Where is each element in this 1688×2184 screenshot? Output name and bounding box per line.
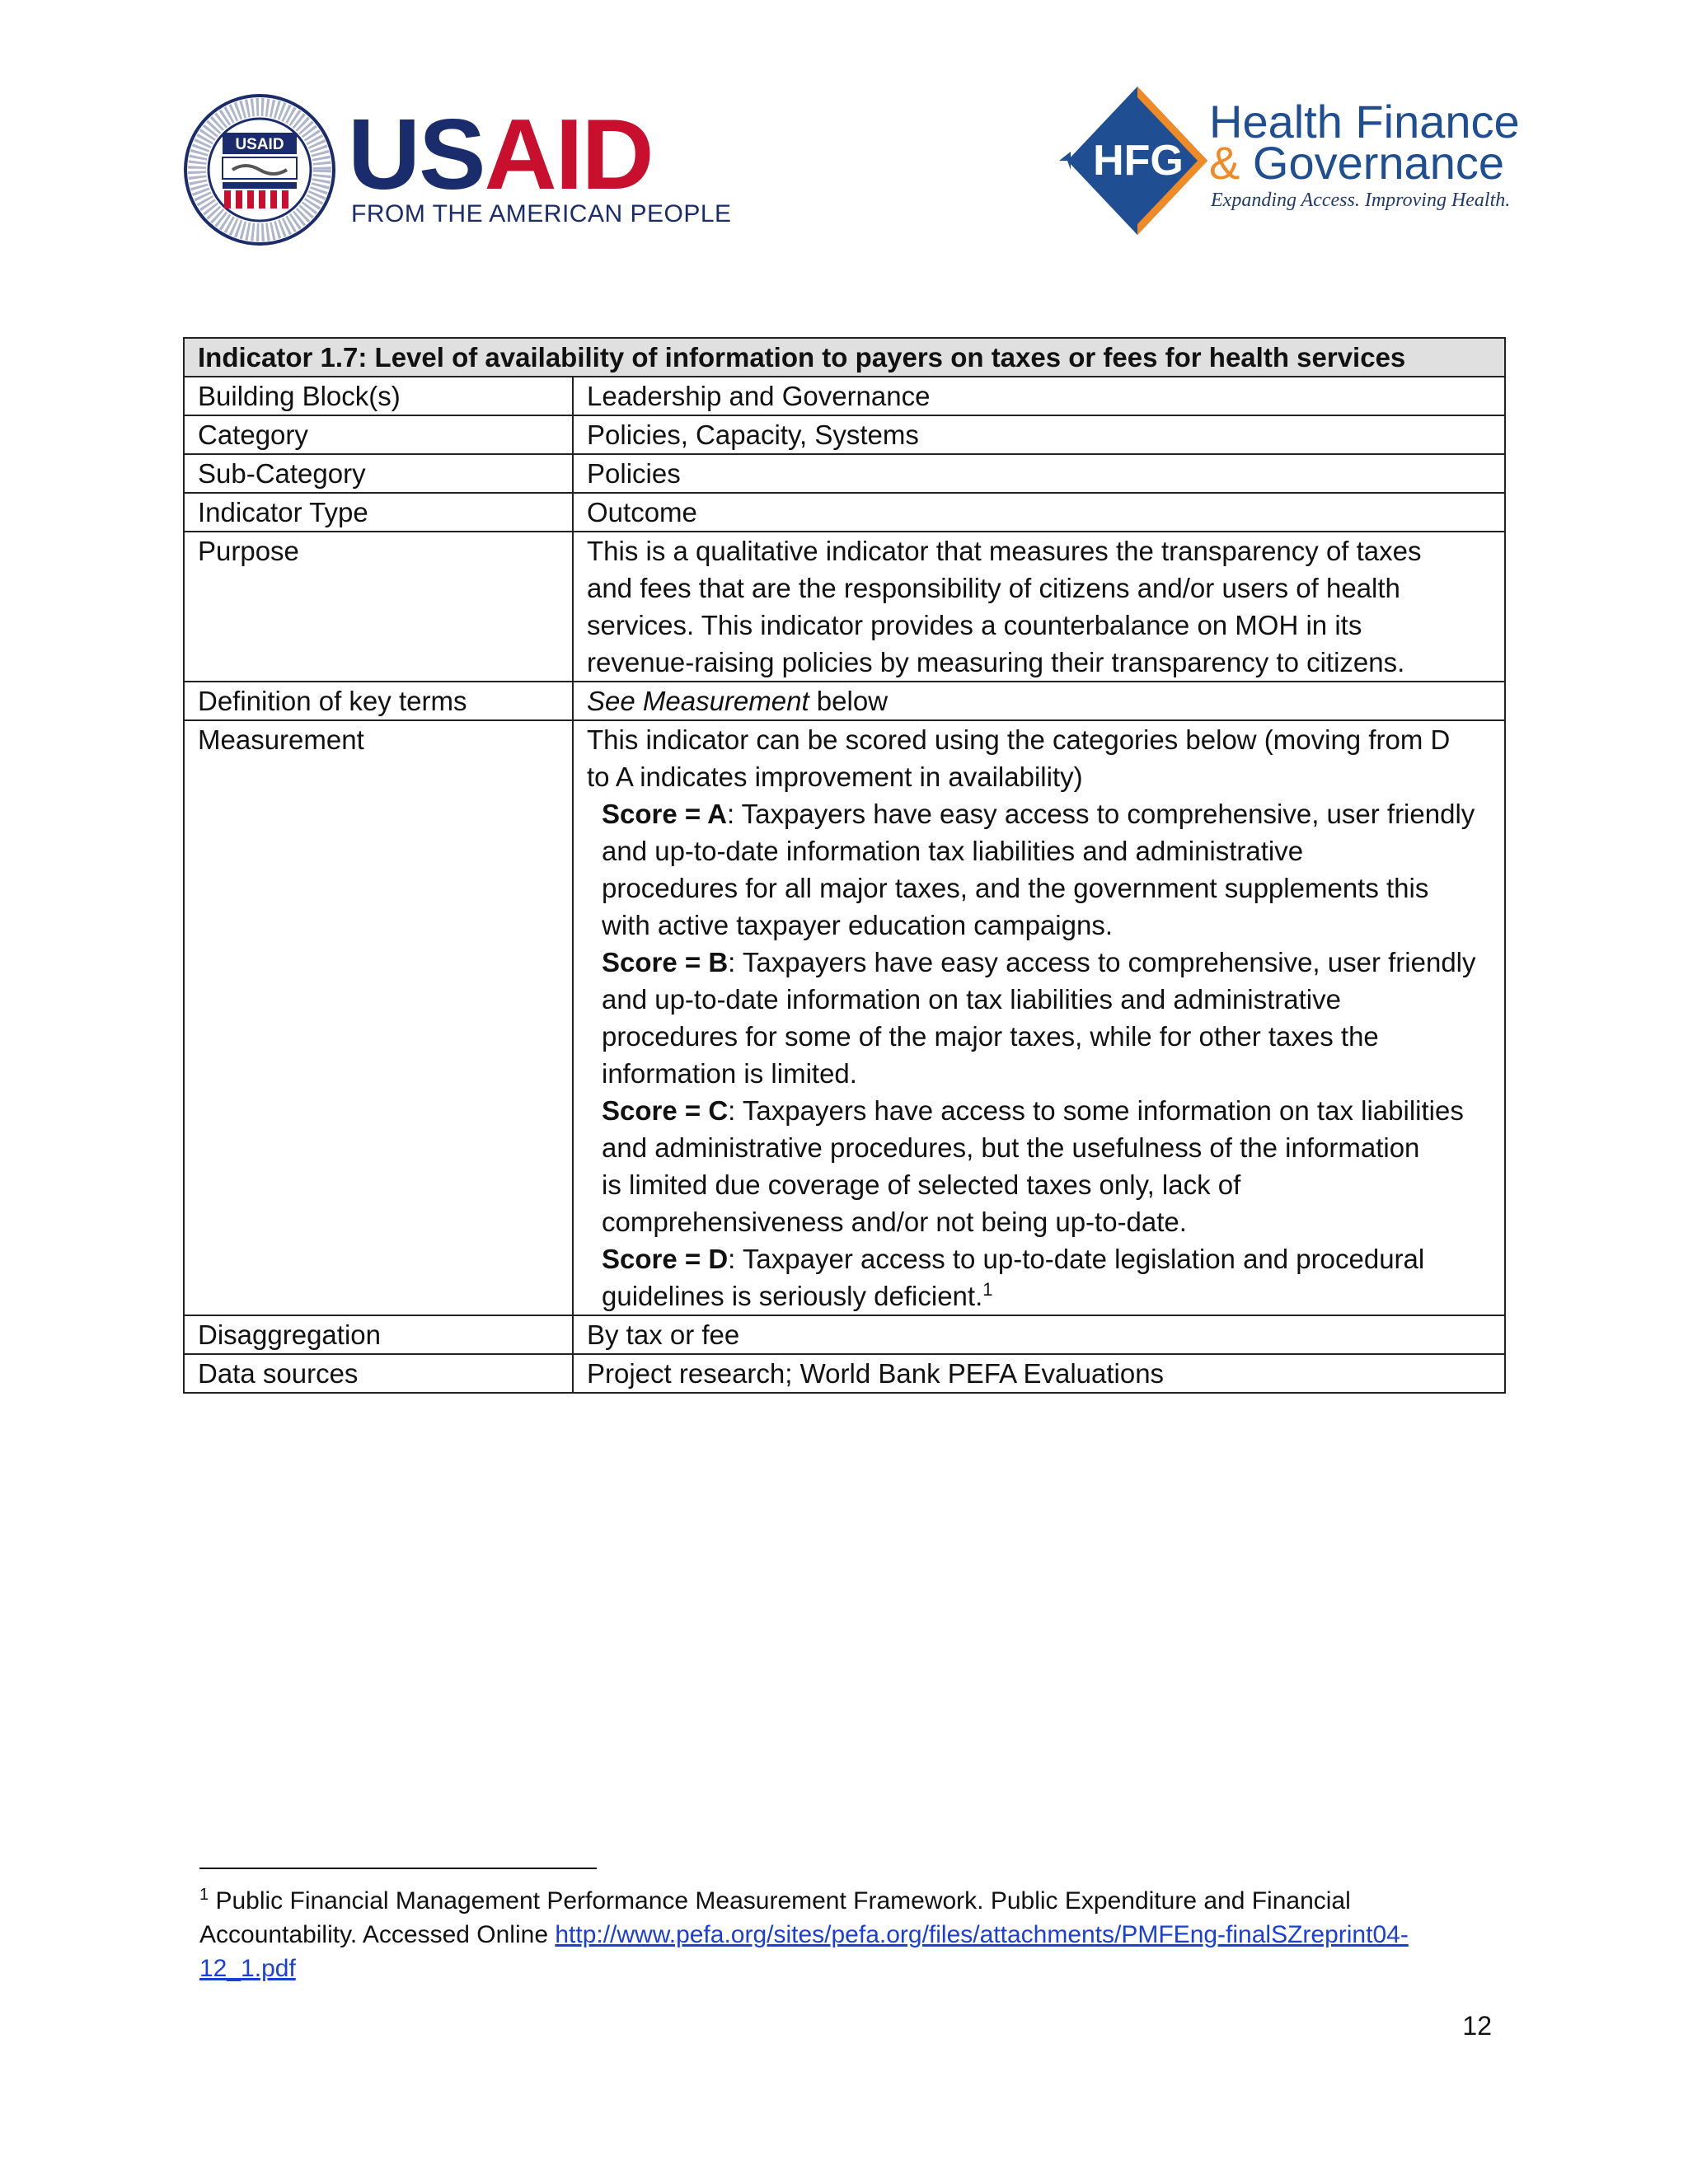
- table-row: [184, 1354, 1505, 1393]
- table-title: Indicator 1.7: Level of availability of information to payers on taxes or fees for health services: [184, 338, 1505, 377]
- row-label-definition: Definition of key terms: [184, 682, 573, 720]
- footnote-line: [199, 1918, 1485, 1952]
- table-row: [184, 1315, 1505, 1354]
- table-row: [184, 377, 1505, 415]
- row-value-disaggregation: By tax or fee: [573, 1315, 1505, 1354]
- table-row: [184, 415, 1505, 454]
- measurement-intro-line: This indicator can be scored using the categories below (moving from D: [587, 724, 1451, 755]
- row-label-purpose: Purpose: [184, 532, 573, 682]
- definition-rest: below: [809, 686, 889, 716]
- row-label-building-blocks: Building Block(s): [184, 377, 573, 415]
- table-title-row: [184, 338, 1505, 377]
- row-value-category: Policies, Capacity, Systems: [573, 415, 1505, 454]
- footnote-line: [199, 1884, 1485, 1918]
- definition-italic-ref: See Measurement: [587, 686, 809, 716]
- usaid-seal-icon: [183, 93, 336, 246]
- score-d-text: : Taxpayer access to up-to-date legislation and procedural: [728, 1244, 1425, 1274]
- table-row: [184, 532, 1505, 682]
- hfg-name-line2: [1209, 137, 1504, 189]
- footnote-reference[interactable]: 1: [982, 1279, 993, 1300]
- row-label-sub-category: Sub-Category: [184, 454, 573, 493]
- hfg-mark-text: HFG: [1093, 137, 1184, 185]
- row-label-measurement: Measurement: [184, 720, 573, 1315]
- row-label-data-sources: Data sources: [184, 1354, 573, 1393]
- table-row: [184, 720, 1505, 1315]
- score-line: [602, 1240, 1491, 1277]
- table-row: [184, 682, 1505, 720]
- purpose-line: revenue-raising policies by measuring their transparency to citizens.: [587, 647, 1405, 677]
- score-line: [602, 1092, 1491, 1129]
- score-c: [602, 1092, 1491, 1240]
- measurement-intro-line: to A indicates improvement in availability): [587, 762, 1083, 792]
- row-label-disaggregation: Disaggregation: [184, 1315, 573, 1354]
- usaid-wordmark-aid: AID: [484, 98, 653, 210]
- table-row: [184, 454, 1505, 493]
- usaid-seal-text: USAID: [235, 136, 284, 153]
- score-c-text: : Taxpayers have access to some information on tax liabilities: [728, 1095, 1464, 1126]
- score-b: [602, 944, 1491, 1092]
- score-line: information is limited.: [602, 1058, 857, 1089]
- row-value-data-sources: Project research; World Bank PEFA Evaluations: [573, 1354, 1505, 1393]
- usaid-wordmark: [348, 98, 653, 210]
- footnote-link-part-2[interactable]: 12_1.pdf: [199, 1955, 296, 1982]
- score-line: and up-to-date information on tax liabilities and administrative: [602, 984, 1341, 1015]
- score-b-text: : Taxpayers have easy access to comprehensive, user friendly: [728, 947, 1476, 977]
- footnote-line: [199, 1952, 1485, 1985]
- score-d: [602, 1240, 1491, 1315]
- score-line: [602, 1277, 1491, 1315]
- footnote-text-2: Accountability. Accessed Online: [199, 1921, 556, 1948]
- footnote-link-part-1[interactable]: http://www.pefa.org/sites/pefa.org/files/attachments/PMFEng-finalSZreprint04-: [555, 1921, 1409, 1948]
- row-value-measurement: [573, 720, 1505, 1315]
- row-value-definition: [573, 682, 1505, 720]
- hfg-diamond-icon: [1059, 82, 1216, 239]
- footnote-marker: 1: [199, 1886, 209, 1904]
- footnote: [199, 1884, 1485, 1985]
- hfg-tagline: Expanding Access. Improving Health.: [1211, 190, 1511, 211]
- score-c-label: Score = C: [602, 1095, 729, 1126]
- row-label-category: Category: [184, 415, 573, 454]
- purpose-line: and fees that are the responsibility of citizens and/or users of health: [587, 573, 1400, 603]
- usaid-tagline: FROM THE AMERICAN PEOPLE: [351, 200, 732, 227]
- score-a-label: Score = A: [602, 799, 727, 829]
- score-line: and administrative procedures, but the usefulness of the information: [602, 1132, 1420, 1163]
- score-line: with active taxpayer education campaigns.: [602, 910, 1114, 940]
- score-line: procedures for all major taxes, and the government supplements this: [602, 873, 1429, 903]
- score-line: [602, 795, 1491, 832]
- footnote-text-1: Public Financial Management Performance Measurement Framework. Public Expenditure and Financial: [209, 1887, 1351, 1915]
- hfg-logo: [1059, 82, 1520, 243]
- indicator-table: [183, 337, 1506, 1394]
- row-value-indicator-type: Outcome: [573, 493, 1505, 532]
- score-line: comprehensiveness and/or not being up-to-date.: [602, 1207, 1187, 1237]
- table-row: [184, 493, 1505, 532]
- score-d-text-end: guidelines is seriously deficient.: [602, 1281, 983, 1311]
- hfg-name-line1: Health Finance: [1209, 96, 1520, 148]
- row-label-indicator-type: Indicator Type: [184, 493, 573, 532]
- purpose-line: services. This indicator provides a counterbalance on MOH in its: [587, 610, 1362, 640]
- usaid-logo: [183, 89, 732, 246]
- score-line: is limited due coverage of selected taxes only, lack of: [602, 1169, 1241, 1200]
- hfg-governance: Governance: [1240, 137, 1504, 189]
- page-number: 12: [1462, 2011, 1492, 2041]
- score-list: [587, 795, 1491, 1315]
- row-value-building-blocks: Leadership and Governance: [573, 377, 1505, 415]
- score-b-label: Score = B: [602, 947, 729, 977]
- score-d-label: Score = D: [602, 1244, 729, 1274]
- score-line: and up-to-date information tax liabilities and administrative: [602, 836, 1304, 866]
- score-a-text: : Taxpayers have easy access to comprehensive, user friendly: [726, 799, 1475, 829]
- score-line: procedures for some of the major taxes, while for other taxes the: [602, 1021, 1379, 1052]
- purpose-line: This is a qualitative indicator that measures the transparency of taxes: [587, 536, 1422, 566]
- row-value-sub-category: Policies: [573, 454, 1505, 493]
- score-line: [602, 944, 1491, 981]
- score-a: [602, 795, 1491, 944]
- hfg-ampersand: &: [1209, 137, 1240, 189]
- footnote-separator: [199, 1868, 597, 1869]
- row-value-purpose: [573, 532, 1505, 682]
- usaid-wordmark-us: US: [348, 98, 485, 210]
